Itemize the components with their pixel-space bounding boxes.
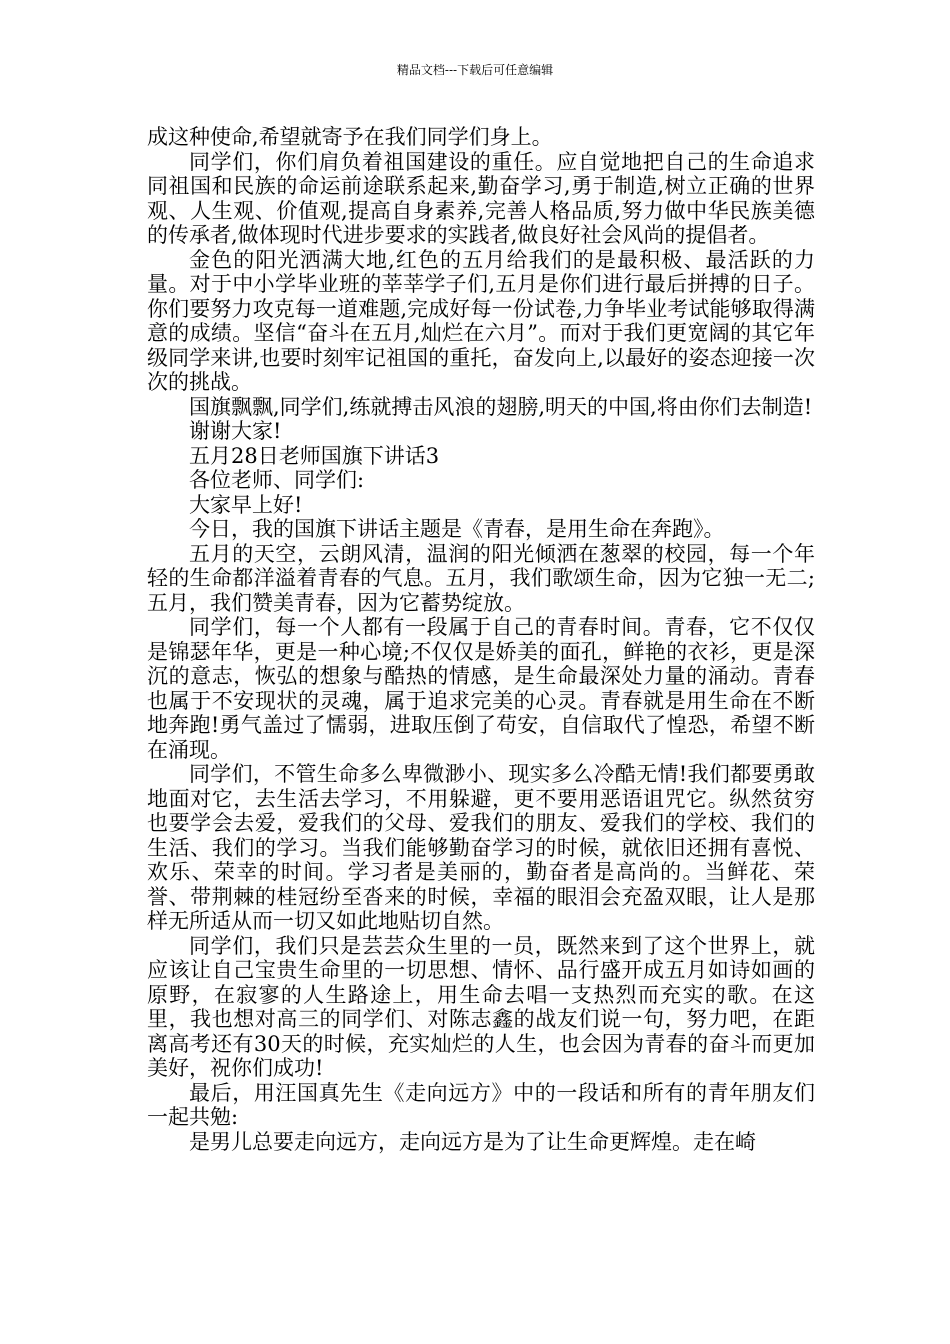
page-header: 精品文档---下载后可任意编辑	[396, 63, 554, 77]
paragraph: 最后，用汪国真先生《走向远方》中的一段话和所有的青年朋友们一起共勉:	[147, 1080, 815, 1129]
paragraph: 同学们，我们只是芸芸众生里的一员，既然来到了这个世界上，就应该让自己宝贵生命里的一切思想、情怀、品行盛开成五月如诗如画的原野，在寂寥的人生路途上，用生命去唱一支热烈而充实的歌。在这里，我也想对高三的同学们、对陈志鑫的战友们说一句，努力吧，在距离高考还有30天的时候，充实灿烂的人生，也会因为青春的奋斗而更加美好，祝你们成功!	[147, 933, 815, 1080]
paragraph: 今日，我的国旗下讲话主题是《青春，是用生命在奔跑》。	[189, 517, 725, 541]
paragraph: 金色的阳光洒满大地,红色的五月给我们的是最积极、最活跃的力量。对于中小学毕业班的莘莘学子们,五月是你们进行最后拼搏的日子。你们要努力攻克每一道难题,完成好每一份试卷,力争毕业考试能够取得满意的成绩。坚信“奋斗在五月,灿烂在六月”。而对于我们更宽阔的其它年级同学来讲,也要时刻牢记祖国的重托，奋发向上,以最好的姿态迎接一次次的挑战。	[147, 247, 815, 394]
paragraph: 国旗飘飘,同学们,练就搏击风浪的翅膀,明天的中国,将由你们去制造!	[189, 394, 813, 419]
paragraph: 同学们，不管生命多么卑微渺小、现实多么冷酷无情!我们都要勇敢地面对它，去生活去学习，不用躲避，更不要用恶语诅咒它。纵然贫穷也要学会去爱，爱我们的父母、爱我们的朋友、爱我们的学校、我们的生活、我们的学习。当我们能够勤奋学习的时候，就依旧还拥有喜悦、欢乐、荣幸的时间。学习者是美丽的，勤奋者是高尚的。当鲜花、荣誉、带荆棘的桂冠纷至沓来的时候，幸福的眼泪会充盈双眼，让人是那样无所适从而一切又如此地贴切自然。	[147, 762, 815, 933]
section-title: 五月28日老师国旗下讲话3	[189, 443, 440, 468]
greeting: 大家早上好!	[189, 492, 303, 517]
paragraph: 成这种使命,希望就寄予在我们同学们身上。	[147, 125, 553, 149]
paragraph: 同学们，每一个人都有一段属于自己的青春时间。青春，它不仅仅是锦瑟年华，更是一种心境;不仅仅是娇美的面孔，鲜艳的衣衫，更是深沉的意志，恢弘的想象与酷热的情感，是生命最深处力量的涌动。青春也属于不安现状的灵魂，属于追求完美的心灵。青春就是用生命在不断地奔跑!勇气盖过了懦弱，进取压倒了苟安，自信取代了惶恐，希望不断在涌现。	[147, 615, 815, 762]
document-body	[147, 125, 815, 1154]
paragraph: 是男儿总要走向远方，走向远方是为了让生命更辉煌。走在崎	[189, 1129, 756, 1154]
paragraph: 同学们，你们肩负着祖国建设的重任。应自觉地把自己的生命追求同祖国和民族的命运前途联系起来,勤奋学习,勇于制造,树立正确的世界观、人生观、价值观,提高自身素养,完善人格品质,努力做中华民族美德的传承者,做体现时代进步要求的实践者,做良好社会风尚的提倡者。	[147, 149, 815, 247]
paragraph: 谢谢大家!	[189, 419, 282, 443]
salutation: 各位老师、同学们:	[189, 468, 365, 492]
paragraph: 五月的天空，云朗风清，温润的阳光倾洒在葱翠的校园，每一个年轻的生命都洋溢着青春的气息。五月，我们歌颂生命，因为它独一无二;五月，我们赞美青春，因为它蓄势绽放。	[147, 541, 815, 615]
